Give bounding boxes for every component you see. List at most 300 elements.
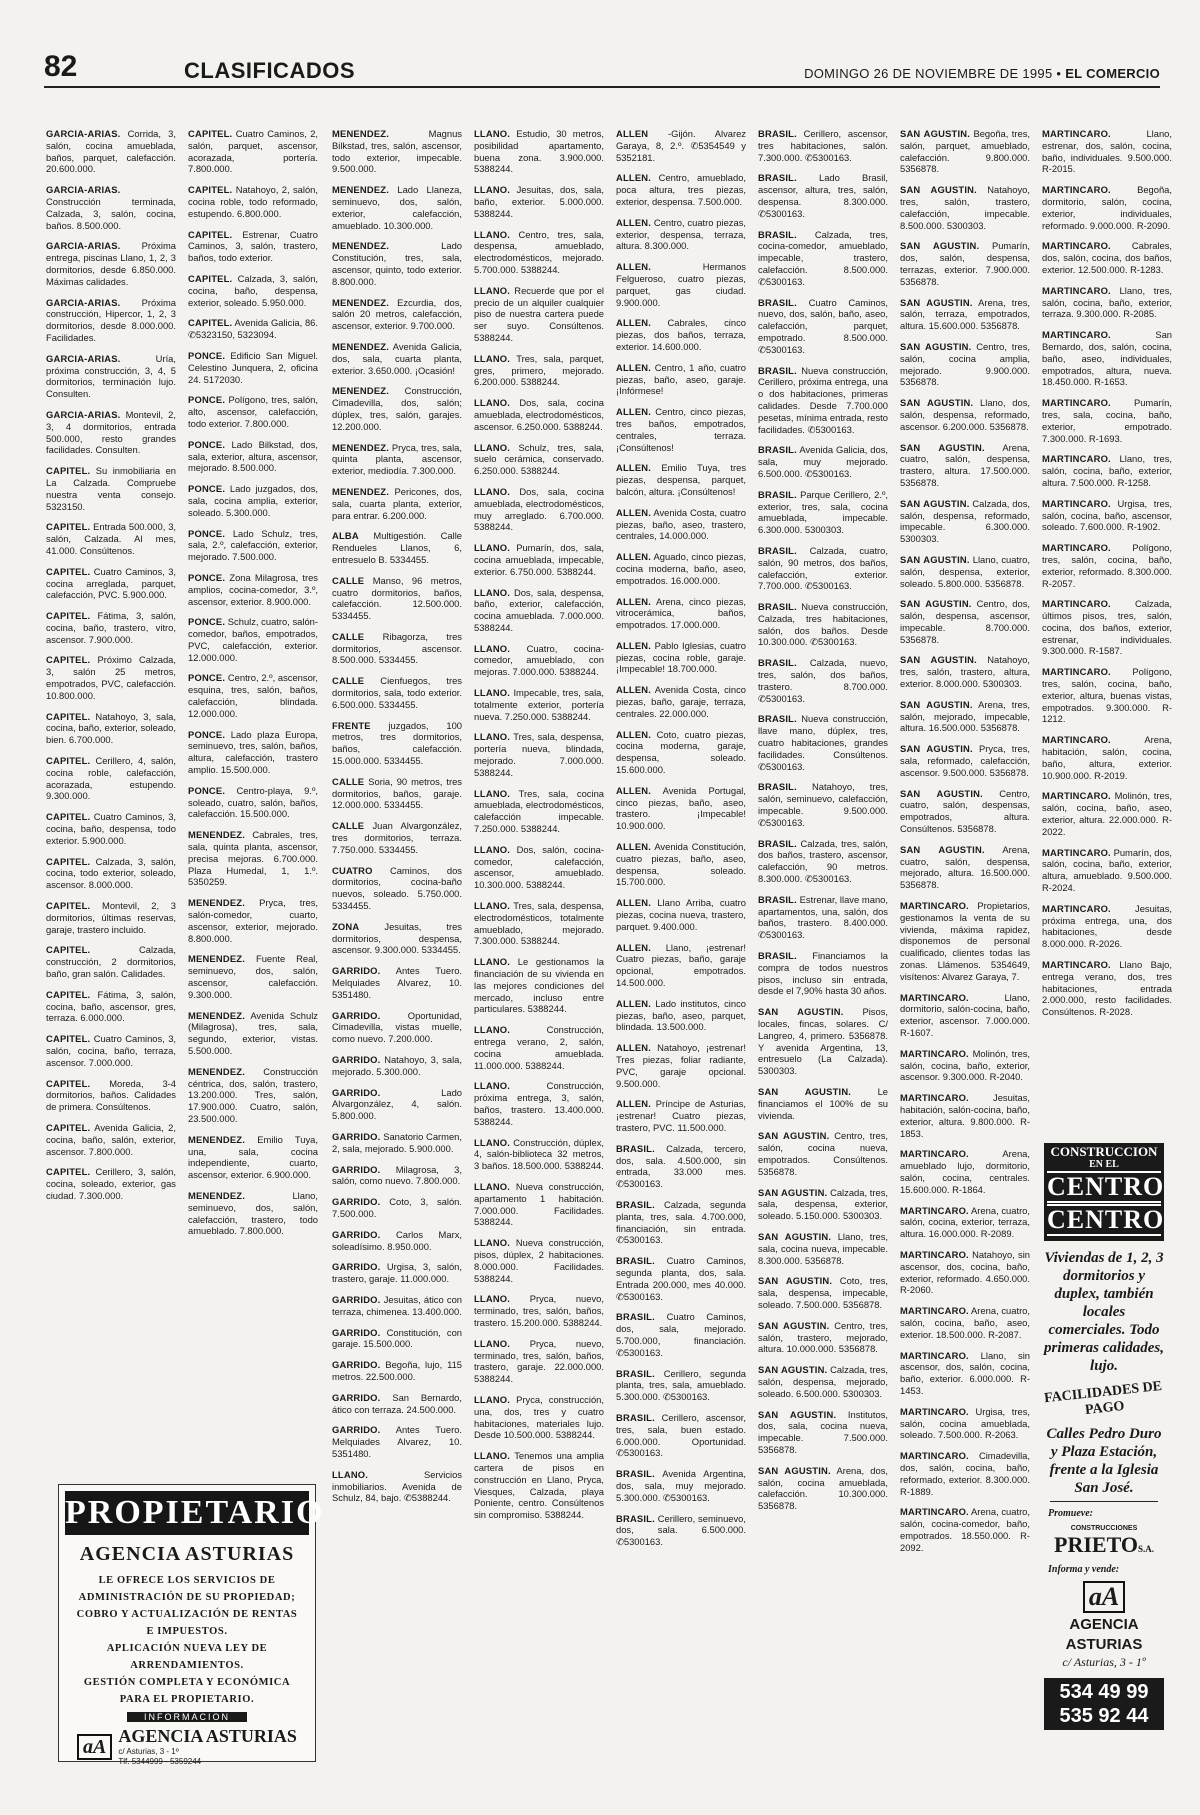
classified-ad (474, 1450, 604, 1521)
ad-advertiser: BRASIL. (758, 296, 797, 308)
ad-advertiser: CAPITEL. (46, 1077, 91, 1089)
cc-top1: CONSTRUCCION (1050, 1144, 1158, 1159)
cc-location: Calles Pedro Duro y Plaza Estación, frente a la Iglesia San José. (1046, 1426, 1162, 1496)
ad-text: Pisos, locales, fincas, solares. C/ Langreo, 4, primero. 5356878. Y avenida Argentina, 13, entresuelo (La Calzada). 5300303. (758, 1006, 888, 1077)
ad-text: Tres, sala, despensa, portería nueva, blindada, mejorado. 7.000.000. 5388244. (474, 731, 604, 778)
ad-text: Cimadevilla, dos, salón, cocina, baño, reformado, exterior. 8.300.000. R-1889. (900, 1450, 1030, 1497)
ad-advertiser: CAPITEL. (46, 1121, 91, 1133)
cc-promueve: Promueve: (1048, 1508, 1093, 1519)
classified-ad (332, 575, 462, 622)
ad-advertiser: ALLEN. (616, 639, 652, 651)
classified-ad (332, 442, 462, 477)
ad-advertiser: PONCE. (188, 571, 226, 583)
ad-text: Cuatro Caminos, 3, cocina, baño, despensa, todo exterior. 5.900.000. (46, 811, 176, 846)
ad-advertiser: SAN AGUSTIN. (758, 1408, 837, 1420)
ad-text: San Bernardo, ático con terraza. 24.500.000. (332, 1391, 462, 1415)
footer-phone: Tlf. 5344999 - 5359244 (118, 1757, 202, 1766)
classified-ad (1042, 666, 1172, 725)
ad-text: Fátima, 3, salón, cocina, baño, trastero, vitro, ascensor. 7.900.000. (46, 610, 176, 645)
ad-text: Caminos, dos dormitorios, cocina-baño nuevos, soleado. 5.750.000. 5334455. (332, 864, 462, 912)
ad-text: Corrida, 3, salón, cocina amueblada, baños, parquet, calefacción. 20.600.000. (46, 128, 176, 175)
ad-text: Arena, cuatro, salón, despensa, trastero, altura. 17.500.000. 5356878. (900, 441, 1030, 488)
classified-column (474, 128, 604, 1803)
bullet: • (1056, 66, 1062, 81)
ad-text: Llano Arriba, cuatro piezas, cocina nueva, trastero, parquet. 9.400.000. (616, 897, 746, 932)
ad-advertiser: CAPITEL. (188, 128, 233, 139)
prop-line: E IMPUESTOS. (146, 1626, 228, 1637)
ad-advertiser: CAPITEL. (46, 465, 91, 477)
ad-advertiser: MENENDEZ. (332, 340, 390, 352)
ad-text: Le gestionamos la financiación de su vivienda en las mejores condiciones del mercado, incluso entre particulares. 5388244. (474, 956, 604, 1015)
ad-advertiser: LLANO. (474, 731, 511, 743)
classified-ad (616, 841, 746, 888)
ad-advertiser: MARTINCARO. (1042, 734, 1111, 746)
ad-advertiser: GARCIA-ARIAS. (46, 128, 121, 139)
ad-advertiser: BRASIL. (616, 1411, 655, 1423)
ad-advertiser: BRASIL. (616, 1311, 655, 1323)
ad-text: Lado Bilkstad, dos, sala, exterior, altura, ascensor, mejorado. 8.500.000. (188, 438, 318, 474)
ad-text: Avenida Portugal, cinco piezas, baño, aseo, trastero. ¡Impecable! 10.900.000. (616, 784, 746, 832)
classified-ad (474, 1338, 604, 1385)
ad-text: Pryca, tres, sala, quinta planta, ascensor, exterior, mediodía. 7.300.000. (332, 441, 462, 477)
ad-text: Lado Brasil, ascensor, altura, tres, salón, despensa. 8.300.000. ✆5300163. (758, 172, 888, 219)
classified-ad (332, 297, 462, 332)
ad-advertiser: LLANO. (474, 441, 511, 453)
classified-ad (616, 507, 746, 542)
ad-advertiser: MARTINCARO. (900, 1450, 969, 1462)
ad-text: Construcción céntrica, dos, salón, trastero, 13.200.000. Tres, salón, 17.900.000. Cuatro, salón, 23.500.000. (188, 1065, 318, 1124)
ad-text: Coto, 3, salón. 7.500.000. (332, 1196, 462, 1219)
ad-text: Natahoyo, 3, sala, mejorado. 5.300.000. (332, 1054, 462, 1077)
classified-ad (900, 992, 1030, 1039)
ad-advertiser: CAPITEL. (46, 855, 91, 867)
ad-advertiser: BRASIL. (616, 1198, 655, 1210)
ad-advertiser: BRASIL. (758, 837, 797, 849)
classified-ad (188, 572, 318, 607)
ad-text: Arena, tres, salón, terraza, empotrados, altura. 15.600.000. 5356878. (900, 296, 1030, 332)
classified-ad (900, 297, 1030, 332)
classified-ad (332, 1359, 462, 1383)
ad-text: Jesuitas, dos, sala, baño, exterior. 5.000.000. 5388244. (474, 184, 604, 219)
prop-line: PARA EL PROPIETARIO. (119, 1694, 255, 1705)
ad-advertiser: PONCE. (188, 483, 226, 495)
classified-ad (474, 229, 604, 276)
ad-advertiser: SAN AGUSTIN. (900, 497, 970, 509)
classified-ad (188, 953, 318, 1000)
classified-ad (332, 486, 462, 521)
ad-text: Calzada, segunda planta, tres, sala. 4.700.000, financiación, sin entrada. ✆5300163. (616, 1198, 746, 1246)
ad-text: Natahoyo, tres, salón, trastero, altura, exterior. 8.000.000. 5300303. (900, 654, 1030, 690)
ad-text: Pumarín, dos, salón, despensa, terrazas, exterior. 7.900.000. 5356878. (900, 240, 1030, 287)
ad-text: Estrenar, Cuatro Caminos, 3, salón, trastero, baños, todo exterior. (188, 228, 318, 264)
ad-advertiser: MARTINCARO. (900, 1204, 969, 1216)
ad-advertiser: CAPITEL. (188, 228, 233, 240)
ad-advertiser: CAPITEL. (46, 944, 91, 956)
classified-ad (900, 442, 1030, 489)
classified-ad (332, 776, 462, 811)
ad-advertiser: ALLEN. (616, 406, 652, 418)
ad-text: Cienfuegos, tres dormitorios, sala, todo exterior. 6.500.000. 5334455. (332, 675, 462, 710)
classified-ad (616, 462, 746, 497)
classified-ad (900, 1205, 1030, 1240)
ad-advertiser: MARTINCARO. (1042, 846, 1111, 858)
classified-ad (188, 1190, 318, 1237)
classified-ad (616, 1199, 746, 1246)
classified-ad (900, 598, 1030, 645)
ad-advertiser: ALLEN. (616, 1098, 652, 1110)
classified-ad (46, 755, 176, 802)
ad-advertiser: CAPITEL. (46, 755, 91, 767)
ad-text: Moreda, 3-4 dormitorios, baños. Calidades de primera. Consúltenos. (46, 1077, 176, 1113)
ad-advertiser: LLANO. (474, 1450, 511, 1462)
classified-ad (616, 362, 746, 397)
classified-ad (900, 1148, 1030, 1195)
info-label: INFORMACION (127, 1712, 247, 1722)
ad-advertiser: SAN AGUSTIN. (900, 240, 980, 252)
ad-advertiser: GARRIDO. (332, 1391, 381, 1403)
ad-advertiser: GARRIDO. (332, 1424, 381, 1436)
ad-advertiser: BRASIL. (758, 172, 797, 184)
ad-text: Schulz, tres, sala, suelo cerámica, conservado. 6.250.000. 5388244. (474, 441, 604, 477)
ad-text: Cuatro Caminos, dos, sala, mejorado. 5.700.000, financiación. ✆5300163. (616, 1311, 746, 1358)
classified-ad (900, 498, 1030, 545)
ad-text: Molinón, tres, salón, cocina, baño, exterior, ascensor. 9.300.000. R-2040. (900, 1047, 1030, 1083)
classified-ad (900, 1305, 1030, 1340)
classified-ad (900, 788, 1030, 835)
ad-advertiser: SAN AGUSTIN. (900, 397, 974, 409)
classified-ad (332, 1087, 462, 1122)
classified-ad (474, 643, 604, 678)
classified-column (1042, 128, 1172, 1128)
ad-text: Polígono, tres, salón, alto, ascensor, calefacción, todo exterior. 7.800.000. (188, 394, 318, 429)
ad-text: Tres, sala, cocina amueblada, electrodomésticos, calefacción impecable. 7.250.000. 5388244. (474, 787, 604, 835)
cc-phones (1044, 1678, 1164, 1730)
ad-advertiser: MARTINCARO. (1042, 128, 1111, 139)
ad-text: Centro, cuatro, salón, despensas, empotrados, altura. Consúltenos. 5356878. (900, 787, 1030, 835)
ad-advertiser: BRASIL. (758, 893, 797, 905)
ad-advertiser: CAPITEL. (46, 811, 91, 823)
classified-ad (332, 820, 462, 855)
classified-ad (900, 900, 1030, 983)
ad-text: Servicios inmobiliarios. Avenida de Schulz, 84, bajo. ✆5388244. (332, 1468, 462, 1504)
ad-advertiser: FRENTE (332, 719, 371, 731)
ad-text: Antes Tuero. Melquiades Alvarez, 10. 5351480. (332, 1424, 462, 1459)
classified-ad (900, 240, 1030, 287)
classified-ad (474, 128, 604, 175)
ad-text: Avenida Costa, cinco piezas, baño, garaje, terraza, centrales. 22.000.000. (616, 684, 746, 719)
ad-advertiser: MENENDEZ. (332, 184, 390, 196)
ad-advertiser: ALLEN. (616, 462, 652, 474)
ad-advertiser: MARTINCARO. (1042, 598, 1111, 610)
classified-ad (616, 317, 746, 352)
classified-ad (616, 261, 746, 308)
ad-text: Centro, cinco piezas, tres baños, empotrados, centrales, terraza. ¡Consúltenos! (616, 406, 746, 453)
ad-text: Centro, cuatro piezas, exterior, despensa, terraza, altura. 8.300.000. (616, 216, 746, 252)
prop-line: COBRO Y ACTUALIZACIÓN DE RENTAS (76, 1609, 298, 1620)
ad-text: Avenida Galicia, 2, cocina, baño, salón, exterior, ascensor. 7.800.000. (46, 1121, 176, 1157)
classified-ad (616, 897, 746, 932)
classified-ad (474, 1080, 604, 1127)
classified-ad (332, 184, 462, 231)
ad-advertiser: LLANO. (474, 1136, 511, 1148)
ad-advertiser: MENENDEZ. (332, 485, 390, 497)
ad-advertiser: PONCE. (188, 784, 226, 796)
classified-ad (46, 711, 176, 746)
ad-advertiser: SAN AGUSTIN. (900, 184, 977, 196)
classified-ad (332, 1054, 462, 1078)
ad-text: Urgisa, tres, salón, cocina amueblada, soleado. 7.500.000. R-2063. (900, 1405, 1030, 1441)
classified-ad (46, 1122, 176, 1157)
ad-advertiser: ZONA (332, 920, 360, 932)
classified-ad (188, 229, 318, 264)
ad-text: Natahoyo, 3, sala, cocina, baño, exterior, soleado, bien. 6.700.000. (46, 710, 176, 746)
ad-text: Calzada, tres, salón, despensa, mejorado, soleado. 6.500.000. 5300303. (758, 1364, 888, 1399)
classified-ad (1042, 542, 1172, 589)
ad-text: Emilio Tuya, tres piezas, despensa, parquet, balcón, altura. ¡Consúltenos! (616, 462, 746, 497)
ad-advertiser: BRASIL. (758, 488, 797, 500)
classified-ad (1042, 959, 1172, 1018)
classified-ad (758, 1130, 888, 1177)
ad-text: Lado Llaneza, seminuevo, dos, salón, exterior, calefacción, amueblado. 10.300.000. (332, 184, 462, 231)
ad-advertiser: LLANO. (474, 1237, 511, 1249)
classified-ad (616, 785, 746, 832)
classified-ad (332, 530, 462, 565)
classified-ad (1042, 498, 1172, 533)
prop-line: GESTIÓN COMPLETA Y ECONÓMICA (83, 1677, 291, 1688)
classified-ad (46, 989, 176, 1024)
prop-line: APLICACIÓN NUEVA LEY DE (106, 1643, 268, 1654)
classified-ad (46, 944, 176, 979)
ad-advertiser: GARCIA-ARIAS. (46, 240, 121, 252)
classified-ad (474, 900, 604, 947)
classified-ad (1042, 734, 1172, 781)
classified-ad (758, 1275, 888, 1310)
classified-ad (474, 1394, 604, 1441)
ad-text: Centro, dos, salón, despensa, ascensor, impecable. 8.700.000. 5356878. (900, 598, 1030, 645)
classified-column (332, 128, 462, 1803)
classified-ad (474, 1237, 604, 1284)
ad-text: Arena, cuatro, salón, cocina-comedor, baño, empotrados. 18.550.000. R-2092. (900, 1506, 1030, 1553)
ad-text: Tenemos una amplia cartera de pisos en construcción en Llano, Pryca, Viesques, Calzada, playa Poniente, centro. Consúltenos sin compromiso. 5388244. (474, 1450, 604, 1521)
ad-text: San Bernardo, dos, salón, cocina, baño, aseo, individuales, empotrados, altura, nueva. 18.450.000. R-1653. (1042, 329, 1172, 388)
classified-ad (1042, 329, 1172, 388)
ad-advertiser: BRASIL. (758, 228, 797, 240)
ad-advertiser: CAPITEL. (188, 317, 233, 329)
ad-text: Institutos, dos, sala, cocina nueva, impecable. 7.500.000. 5356878. (758, 1408, 888, 1455)
cc-informa: Informa y vende: (1048, 1564, 1120, 1575)
ad-advertiser: MARTINCARO. (1042, 453, 1111, 465)
ad-text: Ribagorza, tres dormitorios, ascensor. 8.500.000. 5334455. (332, 630, 462, 666)
ad-advertiser: SAN AGUSTIN. (900, 340, 972, 352)
ad-text: Llano, sin ascensor, dos, salón, cocina, baño, exterior. 6.000.000. R-1453. (900, 1349, 1030, 1396)
classified-ad (616, 1255, 746, 1302)
ad-advertiser: MARTINCARO. (900, 1047, 969, 1059)
classified-ad (900, 743, 1030, 778)
classified-ad (188, 1010, 318, 1057)
classified-ad (758, 894, 888, 941)
classified-ad (188, 672, 318, 719)
classified-ad (332, 1469, 462, 1504)
ad-text: Financiamos la compra de todos nuestros pisos, incluso sin entrada, desde el 7,90% hasta 30 años. (758, 950, 888, 997)
ad-advertiser: ALBA (332, 530, 359, 542)
ad-text: Nueva construcción, llave mano, dúplex, tres, cuatro habitaciones, grandes facilidades. Consúltenos. ✆5300163. (758, 713, 888, 772)
ad-advertiser: ALLEN (616, 128, 649, 139)
ad-advertiser: SAN AGUSTIN. (900, 128, 971, 139)
classified-ad (900, 1092, 1030, 1139)
ad-advertiser: MARTINCARO. (900, 1092, 969, 1104)
ad-advertiser: GARRIDO. (332, 1009, 381, 1021)
ad-text: Llano, ¡estrenar! Cuatro piezas, baño, garaje opcional, empotrados. 14.500.000. (616, 941, 746, 989)
ad-text: Multigestión. Calle Rendueles Llanos, 6, entresuelo B. 5334455. (332, 530, 462, 565)
classified-ad (188, 829, 318, 888)
classified-ad (1042, 903, 1172, 950)
ad-text: Juan Alvargonzález, tres dormitorios, terraza. 7.750.000. 5334455. (332, 820, 462, 855)
ad-advertiser: CALLE (332, 675, 365, 687)
ad-text: Recuerde que por el precio de un alquiler cualquier piso de nuestra cartera puede ser suyo. Consúltenos. 5388244. (474, 284, 604, 343)
ad-text: Arena, cuatro, salón, cocina, exterior, terraza, altura. 16.000.000. R-2089. (900, 1204, 1030, 1240)
classified-ad (474, 486, 604, 533)
ad-advertiser: LLANO. (474, 352, 511, 364)
classified-ad (46, 900, 176, 935)
ad-text: Avenida Costa, cuatro piezas, baño, aseo, trastero, centrales, 14.000.000. (616, 506, 746, 542)
ad-advertiser: MARTINCARO. (1042, 959, 1111, 971)
ad-advertiser: BRASIL. (616, 1255, 655, 1267)
ad-advertiser: PONCE. (188, 349, 226, 361)
classified-ad (474, 184, 604, 219)
ad-advertiser: MARTINCARO. (900, 1248, 969, 1260)
classified-ad (332, 240, 462, 287)
ad-advertiser: MENENDEZ. (332, 385, 390, 397)
ad-advertiser: MENENDEZ. (332, 128, 390, 139)
ad-text: Calzada, últimos pisos, tres, salón, cocina, dos baños, exterior, estrenar, individuales. 9.300.000. R-1587. (1042, 598, 1172, 657)
ad-advertiser: MARTINCARO. (1042, 397, 1111, 409)
classified-ad (616, 1513, 746, 1548)
cc-title2: CENTRO (1047, 1205, 1165, 1234)
ad-text: Polígono, tres, salón, cocina, baño, exterior, reformado. 8.300.000. R-2057. (1042, 542, 1172, 589)
classified-ad (332, 1229, 462, 1253)
ad-advertiser: MARTINCARO. (1042, 790, 1111, 802)
ad-text: juzgados, 100 metros, tres dormitorios, baños, calefacción. 15.000.000. 5334455. (332, 719, 462, 767)
classified-ad (332, 1164, 462, 1188)
ad-text: Oportunidad, Cimadevilla, vistas muelle, como nuevo. 7.200.000. (332, 1009, 462, 1045)
classified-ad (46, 521, 176, 556)
ad-text: Hermanos Felgueroso, cuatro piezas, parquet, gas ciudad. 9.900.000. (616, 261, 746, 308)
prop-line: LE OFRECE LOS SERVICIOS DE (98, 1575, 276, 1586)
ad-text: Natahoyo, tres, salón, seminuevo, calefacción, impecable. 9.500.000. ✆5300163. (758, 781, 888, 828)
ad-text: Cuatro Caminos, segunda planta, dos, sala. Entrada 200.000, mes 40.000. ✆5300163. (616, 1255, 746, 1302)
classified-ad (900, 654, 1030, 689)
propietario-ad (58, 1484, 325, 1766)
classified-ad (188, 350, 318, 385)
ad-advertiser: ALLEN. (616, 172, 652, 184)
classified-ad (1042, 790, 1172, 837)
ad-advertiser: BRASIL. (758, 657, 797, 669)
ad-text: -Gijón. Alvarez Garaya, 8, 2.º. ✆5354549 y 5352181. (616, 128, 746, 163)
classified-ad (474, 285, 604, 344)
ad-text: Calzada, 3, salón, cocina, baño, despensa, exterior, soleado. 5.950.000. (188, 272, 318, 308)
ad-text: Pryca, nuevo, terminado, tres, salón, baños, trastero, garaje. 22.000.000. 5388244. (474, 1337, 604, 1385)
ad-text: Estrenar, llave mano, apartamentos, una, salón, dos baños, trastero. 8.400.000. ✆5300163. (758, 893, 888, 941)
classified-ad (474, 442, 604, 477)
ad-advertiser: ALLEN. (616, 317, 652, 329)
classified-ad (758, 229, 888, 288)
ad-advertiser: MARTINCARO. (900, 1349, 969, 1361)
agency-logo-icon: aA (77, 1734, 112, 1760)
classified-ad (332, 1424, 462, 1459)
classified-ad (474, 1137, 604, 1172)
classified-ad (188, 785, 318, 820)
classified-ad (46, 654, 176, 701)
ad-text: Lado Schulz, tres, sala, 2.º, calefacción, exterior, mejorado. 7.500.000. (188, 527, 318, 563)
footer-address: c/ Asturias, 3 - 1º (118, 1747, 179, 1756)
ad-text: Coto, tres, sala, despensa, impecable, soleado. 7.500.000. 5356878. (758, 1275, 888, 1310)
ad-text: Arena, cinco piezas, vitrocerámica, baños, empotrados. 17.000.000. (616, 595, 746, 631)
ad-advertiser: MARTINCARO. (1042, 284, 1111, 296)
ad-text: Cuatro Caminos, 3, cocina arreglada, parquet, calefacción, PVC. 5.900.000. (46, 565, 176, 601)
ad-advertiser: MARTINCARO. (900, 1506, 969, 1518)
ad-advertiser: SAN AGUSTIN. (758, 1464, 831, 1476)
ad-text: Arena, tres, salón, mejorado, impecable, altura. 16.500.000. 5356878. (900, 698, 1030, 734)
ad-text: Dos, sala, cocina amueblada, electrodomésticos, muy arreglado. 6.700.000. 5388244. (474, 485, 604, 533)
classified-ad (758, 1187, 888, 1222)
page-number: 82 (44, 50, 78, 83)
ad-advertiser: SAN AGUSTIN. (900, 698, 973, 710)
classified-ad (616, 1412, 746, 1459)
ad-text: Emilio Tuya, una, sala, cocina independiente, cuarto, ascensor, exterior. 6.900.000. (188, 1133, 318, 1181)
ad-text: Construcción, dúplex, 4, salón-biblioteca 32 metros, 3 baños. 18.500.000. 5388244. (474, 1136, 604, 1172)
ad-advertiser: MENENDEZ. (188, 1133, 246, 1145)
classified-ad (474, 397, 604, 432)
ad-advertiser: BRASIL. (758, 128, 797, 139)
classified-ad (332, 965, 462, 1000)
classified-ad (46, 811, 176, 846)
ad-advertiser: GARRIDO. (332, 965, 381, 977)
classified-ad (758, 1006, 888, 1077)
classified-ad (758, 838, 888, 885)
ad-text: Begoña, dormitorio, salón, cocina, exterior, individuales, reformado. 9.000.000. R-2090. (1042, 184, 1172, 231)
classified-ad (616, 1368, 746, 1403)
ad-text: Propietarios, gestionamos la venta de su vivienda, máxima rapidez, disponemos de personal cualificado, clientes todas las zonas. Llámenos. 5354649, visítenos: Alvarez Garaya, 7. (900, 900, 1030, 982)
ad-text: Natahoyo, ¡estrenar! Tres piezas, foliar radiante, PVC, garaje opcional. 9.500.000. (616, 1042, 746, 1089)
classified-ad (758, 365, 888, 436)
ad-advertiser: BRASIL. (758, 444, 797, 456)
classified-ad (1042, 285, 1172, 320)
ad-text: Arena, dos, salón, cocina amueblada, calefacción. 10.300.000. 5356878. (758, 1464, 888, 1512)
ad-text: Cuatro, cocina-comedor, amueblado, con mejoras. 7.000.000. 5388244. (474, 642, 604, 678)
ad-text: Centro-playa, 9.º, soleado, cuatro, salón, baños, calefacción. 15.500.000. (188, 784, 318, 820)
ad-advertiser: LLANO. (474, 397, 511, 409)
ad-advertiser: PONCE. (188, 728, 226, 740)
ad-advertiser: MENENDEZ. (188, 1065, 246, 1077)
classified-ad (474, 1024, 604, 1071)
ad-advertiser: MARTINCARO. (1042, 666, 1111, 678)
ad-text: Aguado, cinco piezas, cocina moderna, baño, aseo, empotrados. 16.000.000. (616, 551, 746, 586)
ad-advertiser: CAPITEL. (46, 900, 91, 912)
ad-advertiser: LLANO. (474, 128, 511, 139)
ad-text: Natahoyo, sin ascensor, dos, cocina, baño, exterior, reformado. 4.650.000. R-2060. (900, 1248, 1030, 1296)
ad-text: Carlos Marx, soleadísimo. 8.950.000. (332, 1228, 462, 1252)
ad-advertiser: MARTINCARO. (1042, 542, 1111, 554)
ad-advertiser: SAN AGUSTIN. (900, 654, 977, 666)
ad-advertiser: SAN AGUSTIN. (758, 1130, 830, 1142)
cc-builder-small: CONSTRUCCIONES (1070, 1525, 1138, 1532)
ad-text: Su inmobiliaria en La Calzada. Compruebe nuestra venta consejo. 5323150. (46, 465, 176, 512)
ad-text: Avenida Constitución, cuatro piezas, baño, aseo, despensa, soleado. 15.700.000. (616, 841, 746, 888)
ad-text: Llano Bajo, entrega verano, dos, tres habitaciones, entrada 2.000.000, resto facilidades. Consúltenos. R-2028. (1042, 959, 1172, 1018)
ad-text: Polígono, tres, salón, cocina, baño, exterior, altura, buenas vistas, empotrados. 9.300.000. R-1212. (1042, 666, 1172, 725)
ad-advertiser: BRASIL. (758, 364, 797, 376)
ad-text: Cerillero, ascensor, tres, sala, buen estado. 6.000.000. Oportunidad. ✆5300163. (616, 1411, 746, 1459)
